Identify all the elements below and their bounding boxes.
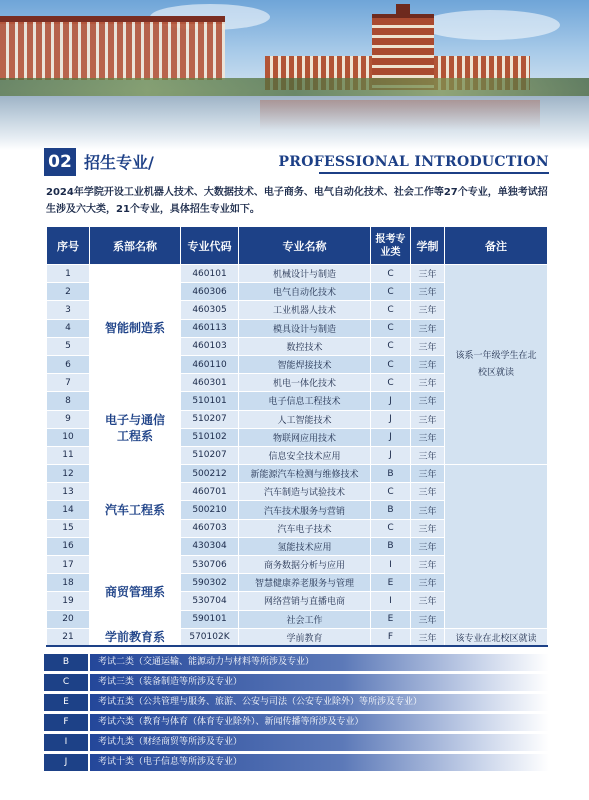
col-header-note: 备注 (445, 227, 548, 265)
major-code: 570102K (181, 628, 239, 646)
exam-category: B (371, 537, 411, 555)
table-header-row (47, 227, 548, 265)
legend-row (44, 734, 549, 751)
row-no: 19 (47, 592, 90, 610)
legend-row (44, 674, 549, 691)
legend-text: 考试二类（交通运输、能源动力与材料等所涉及专业） (90, 654, 549, 671)
majors-table (46, 226, 548, 647)
row-no: 8 (47, 392, 90, 410)
study-years: 三年 (411, 337, 445, 355)
study-years: 三年 (411, 283, 445, 301)
table-row (47, 465, 548, 483)
legend-code: B (44, 654, 88, 671)
legend-text: 考试五类（公共管理与服务、旅游、公安与司法（公安专业除外）等所涉及专业） (90, 694, 549, 711)
study-years: 三年 (411, 537, 445, 555)
major-code: 460701 (181, 483, 239, 501)
major-name: 智能焊接技术 (239, 355, 371, 373)
dept-name: 电子与通信工程系 (104, 413, 165, 444)
row-no: 4 (47, 319, 90, 337)
note-cell (445, 265, 548, 465)
row-no: 7 (47, 374, 90, 392)
table-row (47, 265, 548, 283)
legend-text: 考试十类（电子信息等所涉及专业） (90, 754, 549, 771)
campus-photo (0, 0, 589, 150)
legend-text: 考试九类（财经商贸等所涉及专业） (90, 734, 549, 751)
study-years: 三年 (411, 446, 445, 464)
row-no: 6 (47, 355, 90, 373)
exam-category: C (371, 519, 411, 537)
exam-category: C (371, 374, 411, 392)
major-name: 机电一体化技术 (239, 374, 371, 392)
major-name: 氢能技术应用 (239, 537, 371, 555)
major-code: 500210 (181, 501, 239, 519)
row-no: 12 (47, 465, 90, 483)
major-name: 模具设计与制造 (239, 319, 371, 337)
exam-category: C (371, 301, 411, 319)
legend-row (44, 654, 549, 671)
study-years: 三年 (411, 392, 445, 410)
major-code: 460703 (181, 519, 239, 537)
major-name: 物联网应用技术 (239, 428, 371, 446)
row-no: 10 (47, 428, 90, 446)
legend-code: E (44, 694, 88, 711)
legend-row (44, 694, 549, 711)
row-no: 15 (47, 519, 90, 537)
exam-category: J (371, 392, 411, 410)
intro-paragraph: 2024年学院开设工业机器人技术、大数据技术、电子商务、电气自动化技术、社会工作等27个专业，单独考试招生涉及六大类，21个专业，具体招生专业如下。 (46, 187, 548, 215)
exam-category: C (371, 337, 411, 355)
note-cell: 该专业在北校区就读 (445, 628, 548, 646)
major-name: 工业机器人技术 (239, 301, 371, 319)
major-name: 汽车电子技术 (239, 519, 371, 537)
major-name: 数控技术 (239, 337, 371, 355)
study-years: 三年 (411, 410, 445, 428)
dept-cell: 汽车工程系 (90, 465, 181, 556)
major-name: 新能源汽车检测与维修技术 (239, 465, 371, 483)
study-years: 三年 (411, 265, 445, 283)
tree-line (0, 78, 589, 98)
row-no: 13 (47, 483, 90, 501)
dept-cell (90, 392, 181, 465)
major-name: 电气自动化技术 (239, 283, 371, 301)
major-code: 530704 (181, 592, 239, 610)
major-name: 汽车制造与试验技术 (239, 483, 371, 501)
legend-text: 考试六类（教育与体育（体育专业除外）、新闻传播等所涉及专业） (90, 714, 549, 731)
study-years: 三年 (411, 610, 445, 628)
legend-code: J (44, 754, 88, 771)
row-no: 20 (47, 610, 90, 628)
exam-category: C (371, 319, 411, 337)
major-code: 460110 (181, 355, 239, 373)
study-years: 三年 (411, 301, 445, 319)
col-header-major: 专业名称 (239, 227, 371, 265)
note-cell-empty (445, 465, 548, 629)
major-name: 电子信息工程技术 (239, 392, 371, 410)
study-years: 三年 (411, 355, 445, 373)
row-no: 16 (47, 537, 90, 555)
section-number: 02 (44, 148, 76, 176)
study-years: 三年 (411, 519, 445, 537)
study-years: 三年 (411, 574, 445, 592)
study-years: 三年 (411, 428, 445, 446)
major-name: 汽车技术服务与营销 (239, 501, 371, 519)
study-years: 三年 (411, 374, 445, 392)
row-no: 3 (47, 301, 90, 319)
major-code: 510207 (181, 410, 239, 428)
col-header-category: 报考专业类 (371, 227, 411, 265)
legend-code: C (44, 674, 88, 691)
major-code: 500212 (181, 465, 239, 483)
study-years: 三年 (411, 465, 445, 483)
dept-cell: 智能制造系 (90, 265, 181, 392)
row-no: 14 (47, 501, 90, 519)
major-code: 460101 (181, 265, 239, 283)
major-name: 学前教育 (239, 628, 371, 646)
major-name: 人工智能技术 (239, 410, 371, 428)
exam-category-legend (44, 654, 549, 774)
major-code: 530706 (181, 556, 239, 574)
section-title: 招生专业/ (84, 153, 154, 172)
major-code: 460301 (181, 374, 239, 392)
legend-row (44, 714, 549, 731)
campus-building-left (0, 22, 225, 80)
note-text: 该系一年级学生在北校区就读 (455, 350, 537, 378)
major-code: 460103 (181, 337, 239, 355)
exam-category: B (371, 501, 411, 519)
row-no: 1 (47, 265, 90, 283)
legend-code: F (44, 714, 88, 731)
study-years: 三年 (411, 556, 445, 574)
row-no: 18 (47, 574, 90, 592)
exam-category: C (371, 355, 411, 373)
major-code: 510102 (181, 428, 239, 446)
exam-category: C (371, 483, 411, 501)
building-reflection (260, 100, 540, 130)
row-no: 5 (47, 337, 90, 355)
row-no: 11 (47, 446, 90, 464)
exam-category: J (371, 446, 411, 464)
legend-row (44, 754, 549, 771)
section-title-en: PROFESSIONAL INTRODUCTION (278, 154, 549, 170)
row-no: 21 (47, 628, 90, 646)
major-code: 590101 (181, 610, 239, 628)
exam-category: I (371, 556, 411, 574)
exam-category: B (371, 465, 411, 483)
section-underline (319, 172, 549, 174)
major-code: 460113 (181, 319, 239, 337)
major-name: 智慧健康养老服务与管理 (239, 574, 371, 592)
section-header (44, 148, 549, 178)
col-header-code: 专业代码 (181, 227, 239, 265)
major-name: 信息安全技术应用 (239, 446, 371, 464)
tower-roof (396, 4, 410, 18)
exam-category: C (371, 283, 411, 301)
exam-category: C (371, 265, 411, 283)
exam-category: F (371, 628, 411, 646)
study-years: 三年 (411, 483, 445, 501)
row-no: 9 (47, 410, 90, 428)
exam-category: I (371, 592, 411, 610)
col-header-years: 学制 (411, 227, 445, 265)
dept-cell: 商贸管理系 (90, 556, 181, 629)
row-no: 2 (47, 283, 90, 301)
major-code: 430304 (181, 537, 239, 555)
col-header-dept: 系部名称 (90, 227, 181, 265)
exam-category: E (371, 610, 411, 628)
study-years: 三年 (411, 592, 445, 610)
major-code: 460306 (181, 283, 239, 301)
table-row (47, 628, 548, 646)
study-years: 三年 (411, 501, 445, 519)
col-header-no: 序号 (47, 227, 90, 265)
study-years: 三年 (411, 628, 445, 646)
major-name: 机械设计与制造 (239, 265, 371, 283)
study-years: 三年 (411, 319, 445, 337)
major-code: 510101 (181, 392, 239, 410)
row-no: 17 (47, 556, 90, 574)
exam-category: J (371, 410, 411, 428)
major-name: 社会工作 (239, 610, 371, 628)
major-code: 460305 (181, 301, 239, 319)
legend-text: 考试三类（装备制造等所涉及专业） (90, 674, 549, 691)
major-name: 商务数据分析与应用 (239, 556, 371, 574)
major-name: 网络营销与直播电商 (239, 592, 371, 610)
major-code: 590302 (181, 574, 239, 592)
dept-cell: 学前教育系 (90, 628, 181, 646)
legend-code: I (44, 734, 88, 751)
exam-category: J (371, 428, 411, 446)
exam-category: E (371, 574, 411, 592)
cloud (420, 10, 560, 40)
major-code: 510207 (181, 446, 239, 464)
